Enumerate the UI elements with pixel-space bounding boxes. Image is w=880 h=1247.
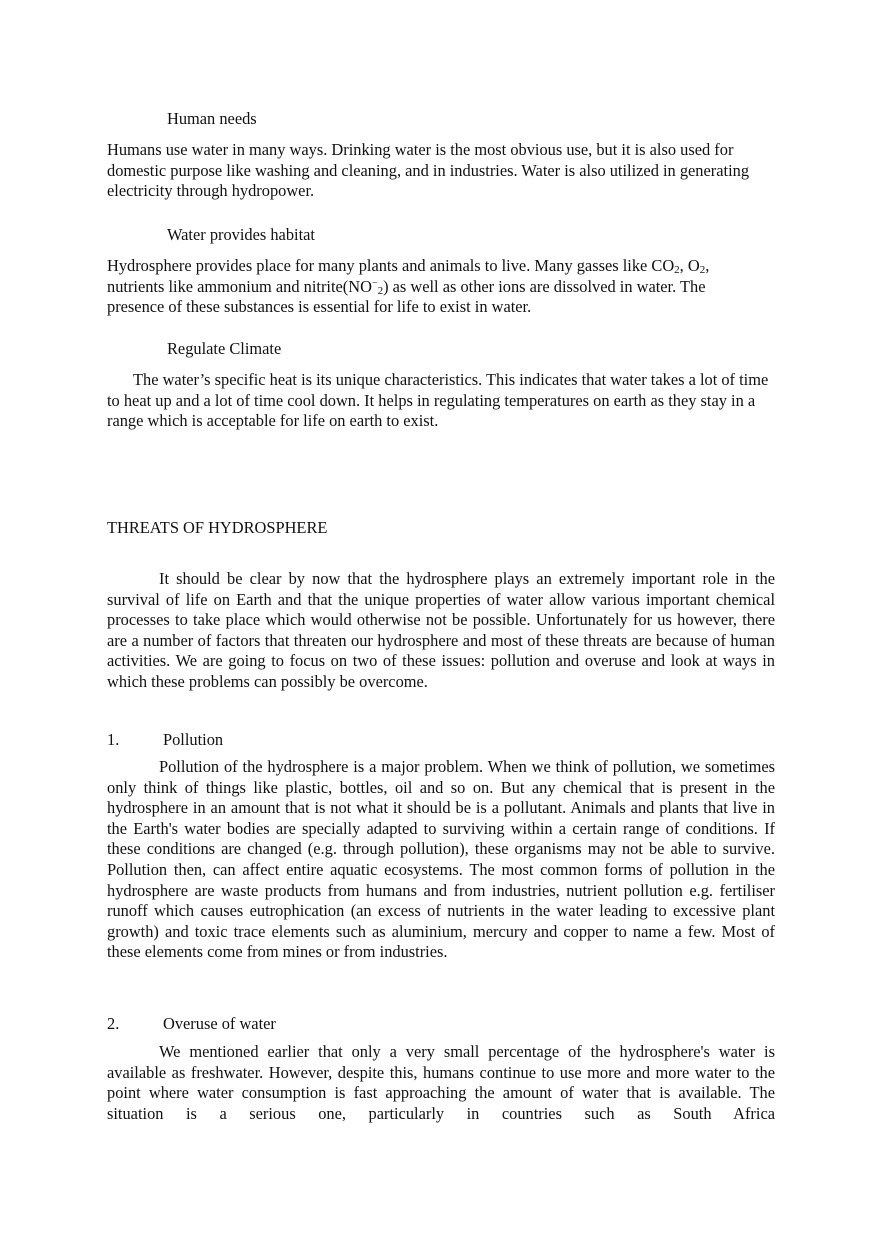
paragraph-overuse: We mentioned earlier that only a very small percentage of the hydrosphere's water is available as freshwater. However, despite this, humans continue to use more and more water to the point where water consumption is fast approaching the amount of water that is available. The situation is a serious one, particularly in countries such as South Africa xyxy=(107,1042,775,1123)
habitat-line-2: nutrients like ammonium and $nitrite(NO^-_2)$ as well as other ions are dissolved in water. The xyxy=(107,276,706,297)
paragraph-regulate-climate: The water’s specific heat is its unique characteristics. This indicates that water takes a lot of time to heat up and a lot of time cool down. It helps in regulating temperatures on earth as they stay in a range which is acceptable for life on earth to exist. xyxy=(107,370,769,431)
heading-human-needs: Human needs xyxy=(167,109,257,128)
paragraph-threats-intro: It should be clear by now that the hydrosphere plays an extremely important role in the survival of life on Earth and that the unique properties of water allow various important chemical processes to take place which would otherwise not be possible. Unfortunately for us however, there are a number of factors that threaten our hydrosphere and most of these threats are because of human activities. We are going to focus on two of these issues: pollution and overuse and look at ways in which these problems can possibly be overcome. xyxy=(107,569,775,691)
habitat-line-3: presence of these substances is essential for life to exist in water. xyxy=(107,297,532,317)
paragraph-human-needs: Humans use water in many ways. Drinking water is the most obvious use, but it is also used for domestic purpose like washing and cleaning, and in industries. Water is also utilized in generating electricity through hydropower. xyxy=(107,140,750,201)
pollution-number: 1. xyxy=(107,730,120,749)
heading-pollution: Pollution xyxy=(163,730,224,749)
paragraph-water-habitat xyxy=(107,256,775,318)
heading-regulate-climate: Regulate Climate xyxy=(167,339,282,358)
paragraph-pollution: Pollution of the hydrosphere is a major problem. When we think of pollution, we sometimes only think of things like plastic, bottles, oil and so on. But any chemical that is present in the hydrosphere in an amount that is not what it should be is a pollutant. Animals and plants that live in the Earth's water bodies are specially adapted to surviving within a certain range of conditions. If these conditions are changed (e.g. through pollution), these organisms may not be able to survive. Pollution then, can affect entire aquatic ecosystems. The most common forms of pollution in the hydrosphere are waste products from humans and from industries, nutrient pollution e.g. fertiliser runoff which causes eutrophication (an excess of nutrients in the water leading to excessive plant growth) and toxic trace elements such as aluminium, mercury and copper to name a few. Most of these elements come from mines or from industries. xyxy=(107,757,775,962)
heading-overuse: Overuse of water xyxy=(163,1014,276,1033)
heading-threats: THREATS OF HYDROSPHERE xyxy=(107,518,328,537)
habitat-line-1: Hydrosphere provides place for many plants and animals to live. Many gasses like $CO_2$, $O_2$, xyxy=(107,256,710,276)
overuse-number: 2. xyxy=(107,1014,120,1033)
heading-water-habitat: Water provides habitat xyxy=(167,225,315,244)
